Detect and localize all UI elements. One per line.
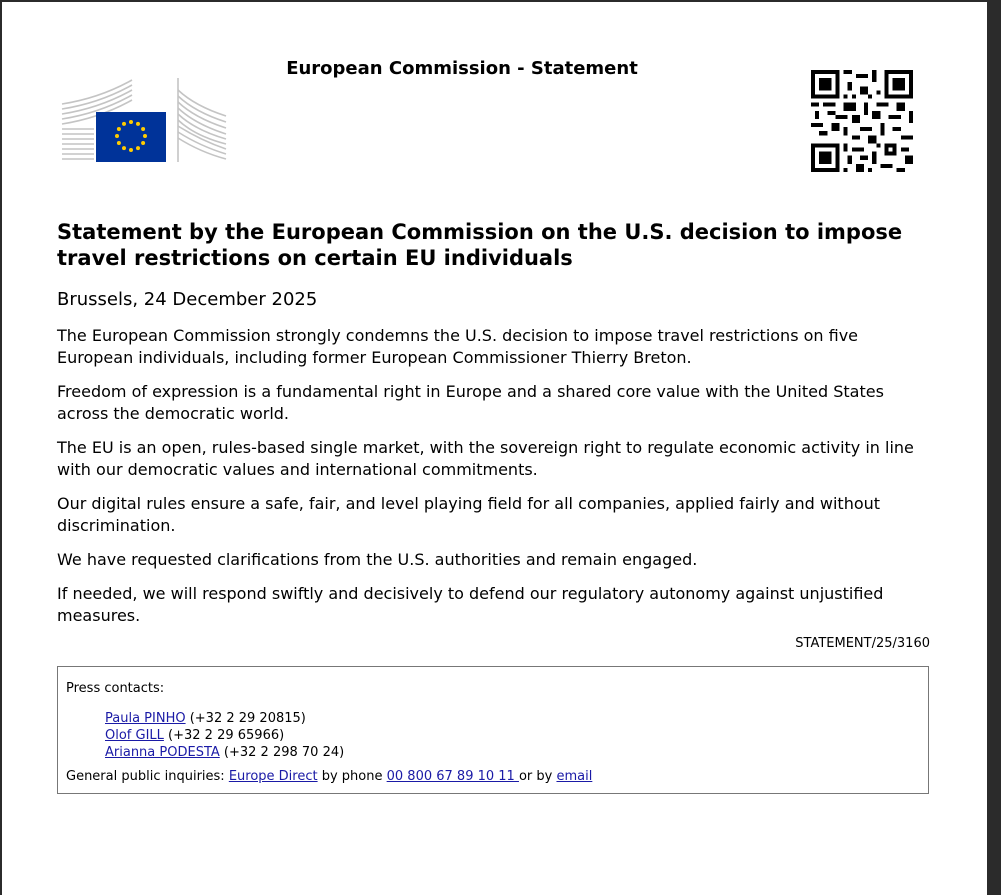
contact-phone: (+32 2 298 70 24) xyxy=(223,745,345,760)
paragraph: The EU is an open, rules-based single market, with the sovereign right to regulate economic activity in line with our democratic values and international commitments. xyxy=(57,438,914,479)
contact-phone: (+32 2 29 65966) xyxy=(168,728,285,743)
statement-reference: STATEMENT/25/3160 xyxy=(795,636,930,651)
contact-item xyxy=(105,744,344,761)
contact-link-olof-gill[interactable]: Olof GILL xyxy=(105,728,164,743)
paragraph: Our digital rules ensure a safe, fair, and level playing field for all companies, applied fairly and without discrimination. xyxy=(57,494,881,535)
dateline: Brussels, 24 December 2025 xyxy=(57,289,318,310)
europe-direct-link[interactable]: Europe Direct xyxy=(228,769,318,784)
paragraph: If needed, we will respond swiftly and decisively to defend our regulatory autonomy against unjustified measures. xyxy=(57,584,884,625)
press-contacts-box xyxy=(57,666,929,794)
email-link[interactable]: email xyxy=(556,769,593,784)
by-phone-text: by phone xyxy=(317,769,387,784)
qr-code-icon xyxy=(811,70,913,172)
general-inquiries-label: General public inquiries: xyxy=(66,769,229,784)
contact-item xyxy=(105,727,344,744)
header-title: European Commission - Statement xyxy=(286,58,638,79)
statement-body xyxy=(57,325,937,639)
contact-phone: (+32 2 29 20815) xyxy=(189,711,306,726)
general-inquiries xyxy=(66,768,592,785)
phone-link[interactable]: 00 800 67 89 10 11 xyxy=(386,769,519,784)
paragraph: Freedom of expression is a fundamental right in Europe and a shared core value with the United States across the democratic world. xyxy=(57,382,884,423)
press-contacts-label: Press contacts: xyxy=(66,681,165,696)
document-page xyxy=(2,2,987,895)
press-contacts-list xyxy=(105,710,344,761)
or-by-text: or by xyxy=(518,769,557,784)
contact-link-paula-pinho[interactable]: Paula PINHO xyxy=(105,711,186,726)
european-commission-logo xyxy=(60,76,228,164)
contact-item xyxy=(105,710,344,727)
paragraph: The European Commission strongly condemns the U.S. decision to impose travel restrictions on five European individuals, including former European Commissioner Thierry Breton. xyxy=(57,326,859,367)
paragraph: We have requested clarifications from the U.S. authorities and remain engaged. xyxy=(57,550,698,569)
contact-link-arianna-podesta[interactable]: Arianna PODESTA xyxy=(105,745,220,760)
statement-headline: Statement by the European Commission on the U.S. decision to impose travel restrictions on certain EU individuals xyxy=(57,220,903,270)
eu-flag xyxy=(96,112,166,162)
